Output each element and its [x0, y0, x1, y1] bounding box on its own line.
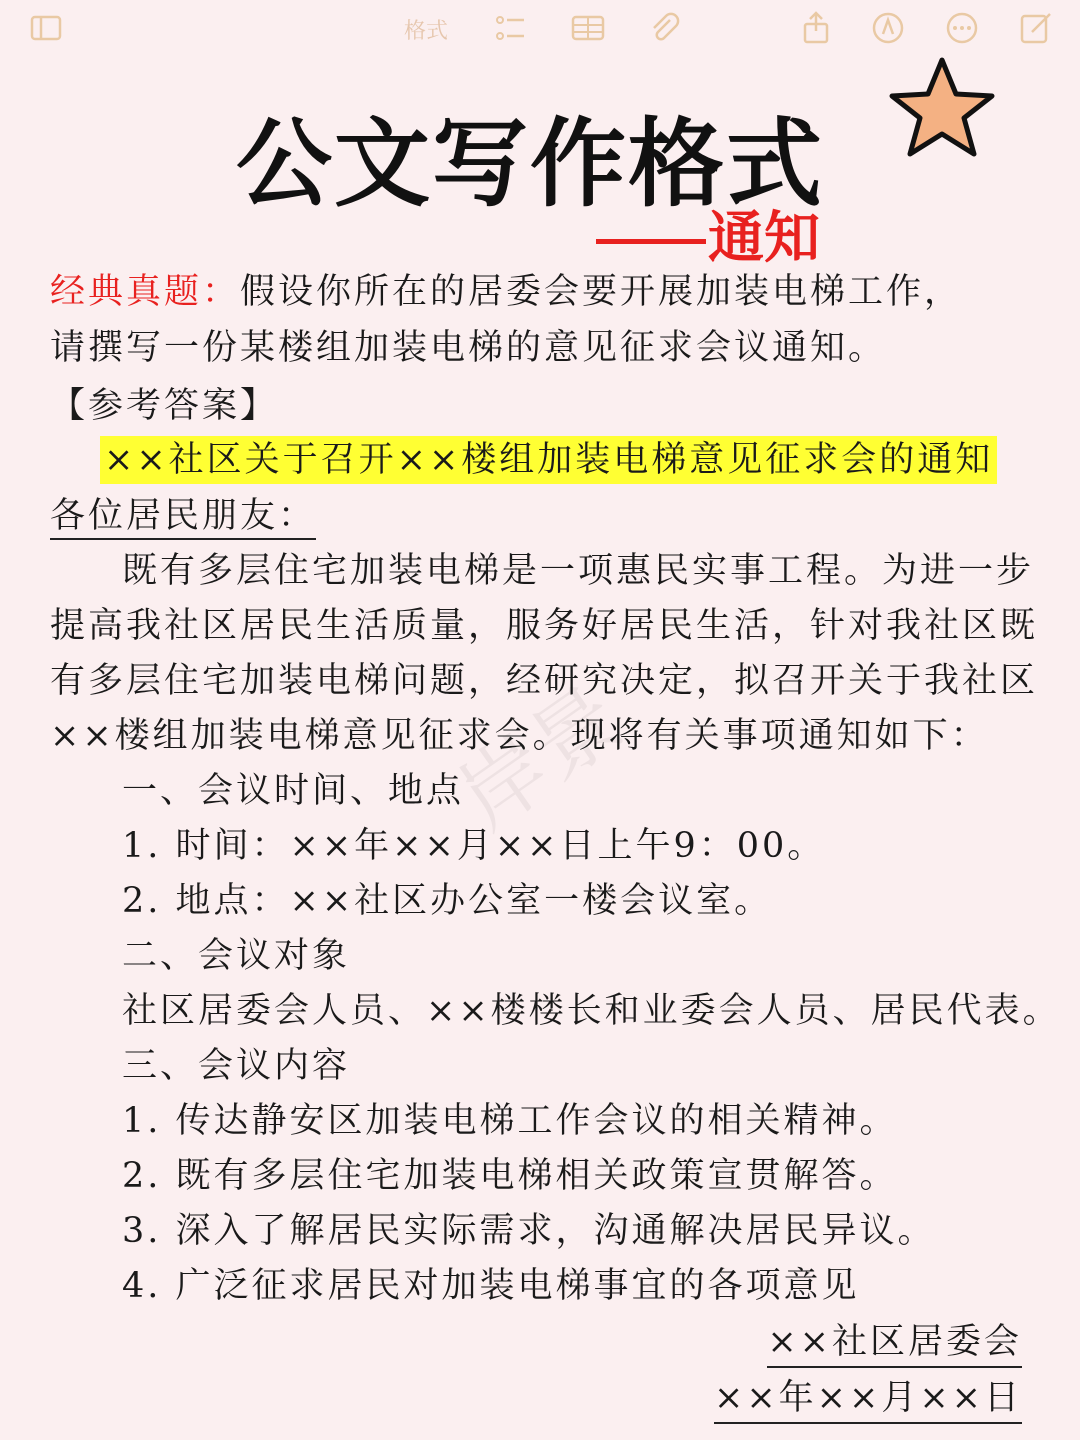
section-3-item: 2. 既有多层住宅加装电梯相关政策宣贯解答。 — [122, 1156, 898, 1196]
answer-label: 【参考答案】 — [50, 386, 279, 426]
share-icon[interactable] — [798, 10, 834, 46]
table-icon[interactable] — [570, 10, 606, 46]
section-2-heading: 二、会议对象 — [122, 936, 351, 976]
greeting — [50, 488, 316, 538]
notice-title — [100, 432, 997, 482]
list-icon[interactable] — [492, 10, 528, 46]
question-label: 经典真题： — [50, 272, 241, 312]
sidebar-icon[interactable] — [28, 10, 64, 46]
question-line-1 — [50, 264, 962, 314]
compose-icon[interactable] — [1018, 10, 1054, 46]
body-line: ××楼组加装电梯意见征求会。现将有关事项通知如下： — [50, 716, 989, 756]
signature-date: ××年××月××日 — [714, 1370, 1022, 1424]
body-line: 有多层住宅加装电梯问题，经研究决定，拟召开关于我社区 — [50, 661, 1039, 701]
greeting-text: 各位居民朋友： — [50, 496, 316, 540]
subtitle-text: 通知 — [708, 206, 820, 271]
body-line: 既有多层住宅加装电梯是一项惠民实事工程。为进一步 — [122, 551, 1035, 591]
more-icon[interactable] — [944, 10, 980, 46]
question-text-1: 假设你所在的居委会要开展加装电梯工作， — [240, 272, 963, 312]
star-icon — [884, 54, 1000, 164]
section-3-item: 1. 传达静安区加装电梯工作会议的相关精神。 — [122, 1101, 898, 1141]
section-2-text: 社区居委会人员、××楼楼长和业委会人员、居民代表。 — [122, 991, 1061, 1031]
watermark: 岸景 — [441, 668, 640, 849]
signature-org: ××社区居委会 — [767, 1314, 1022, 1368]
toolbar — [0, 0, 1080, 56]
section-1-time: 1. 时间：××年××月××日上午9：00。 — [122, 826, 826, 866]
section-3-heading: 三、会议内容 — [122, 1046, 351, 1086]
markup-icon[interactable] — [870, 10, 906, 46]
subtitle — [596, 194, 820, 274]
section-3-item: 3. 深入了解居民实际需求，沟通解决居民异议。 — [122, 1211, 936, 1251]
attachment-icon[interactable] — [646, 10, 682, 46]
section-1-heading: 一、会议时间、地点 — [122, 771, 465, 811]
section-1-place: 2. 地点：××社区办公室一楼会议室。 — [122, 881, 773, 921]
page-title: 公文写作格式 — [236, 108, 824, 220]
body-line: 提高我社区居民生活质量，服务好居民生活，针对我社区既 — [50, 606, 1039, 646]
section-3-item: 4. 广泛征求居民对加装电梯事宜的各项意见 — [122, 1266, 860, 1306]
subtitle-dash — [596, 239, 706, 244]
question-text-2: 请撰写一份某楼组加装电梯的意见征求会议通知。 — [50, 328, 887, 368]
notice-title-text: ××社区关于召开××楼组加装电梯意见征求会的通知 — [100, 436, 997, 484]
format-button[interactable]: 格式 — [404, 19, 449, 44]
